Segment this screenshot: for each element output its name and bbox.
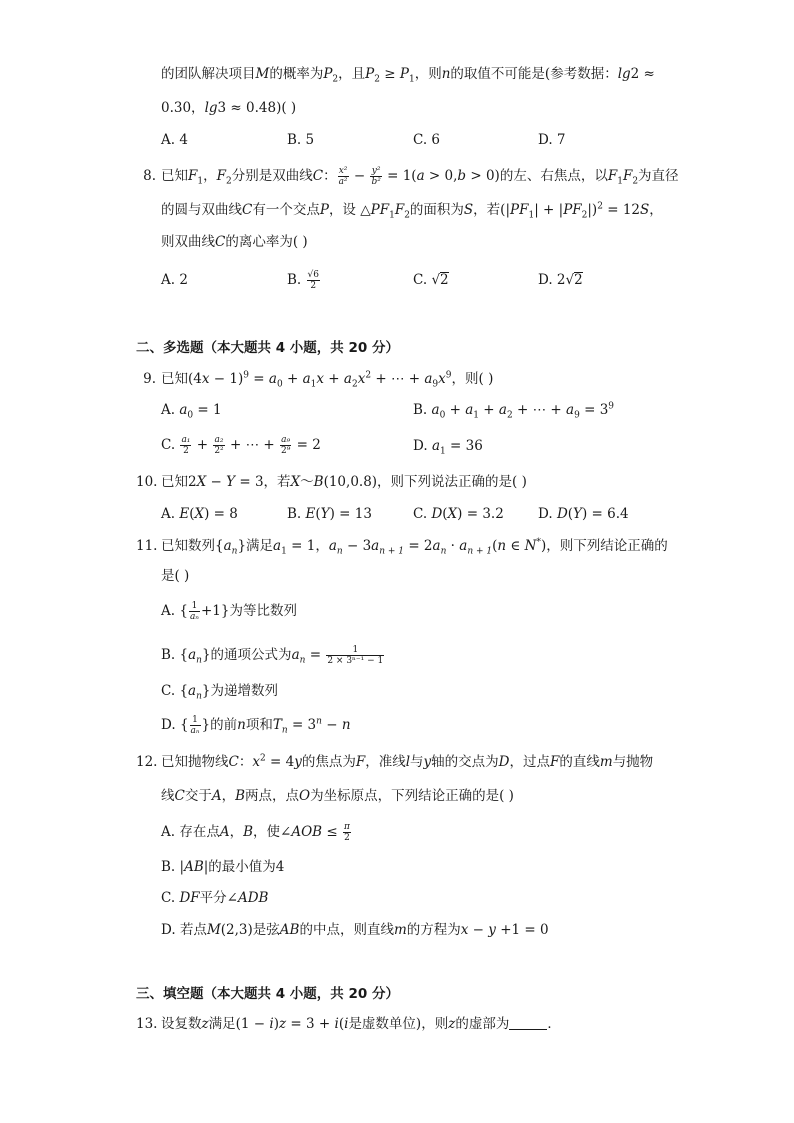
fraction: $\frac{\text{y²}}{\text{b²}}$: [371, 166, 381, 187]
sqrt-sign: √: [431, 272, 441, 288]
answer-blank[interactable]: [509, 1029, 547, 1030]
fraction: $\frac{\pi}{2}$: [343, 822, 350, 843]
q9-option-a: A. $a_0 = 1$: [161, 402, 222, 421]
fraction: $\frac{1}{\text{aₙ}}$: [189, 601, 199, 622]
q9-option-d: D. $a_1 = 36$: [413, 438, 483, 457]
q11-option-d: D. { $\frac{1}{\text{aₙ}}$ }的前n项和$T_n = 3^n - n$: [161, 715, 351, 736]
q8-line3: 则双曲线C的离心率为( ): [161, 234, 308, 250]
q10-option-c: C. D(X) = 3.2: [413, 506, 504, 522]
fraction: $\frac{1}{\text{aₙ}}$: [190, 715, 200, 736]
q12-line2: 线C交于A，B两点，点O为坐标原点，下列结论正确的是( ): [161, 788, 514, 804]
q7-line2: 0.30，lg3 ≈ 0.48)( ): [161, 100, 297, 116]
q11-option-a: A. { $\frac{1}{\text{aₙ}}$ +1}为等比数列: [161, 601, 297, 622]
q8-option-d: D. 2√2: [538, 272, 583, 288]
q7-line1: 的团队解决项目M的概率为$P_2$，且$P_2 \ge P_1$，则n的取值不可能是(参考数据：lg2 ≈: [161, 66, 655, 85]
q12-option-c: C. DF平分∠ADB: [161, 890, 269, 906]
section-3-title: 三、填空题（本大题共 4 小题，共 20 分）: [136, 986, 399, 1002]
q13-stem: 设复数z满足(1 − i)z = 3 + i(i是虚数单位)，则z的虚部为 ．: [161, 1016, 561, 1032]
q8-option-b: B. $\frac{√6}{2}$: [287, 270, 319, 291]
fraction: $\frac{1}{\text{2 × 3ⁿ⁻¹ − 1}}$: [327, 645, 384, 666]
q12-option-b: B. |AB|的最小值为4: [161, 859, 285, 875]
q10-option-d: D. D(Y) = 6.4: [538, 506, 629, 522]
q9-number: 9.: [143, 371, 156, 387]
q8-line1: 已知$F_1$，$F_2$分别是双曲线C： $\frac{\text{x²}}{\text{a²}}$ − $\frac{\text{y²}}{\text{b²}}$ = 1(a > 0,b > 0)的左、右焦点，以$F_1F_2$为直径: [161, 166, 679, 187]
q9-option-c: C. $\frac{\text{a₁}}{2}$ + $\frac{\text{a₂}}{\text{2²}}$ + ⋯ + $\frac{\text{a₉}}{\text{2⁹}}$ = 2: [161, 435, 321, 456]
q12-option-d: D. 若点M(2,3)是弦AB的中点，则直线m的方程为x − y +1 = 0: [161, 922, 549, 938]
q9-stem: 已知$(4x - 1)^9 = a_0 + a_1x + a_2x^2$ + ⋯ + $a_9x^9$，则( ): [161, 370, 494, 390]
q7-option-d: D. 7: [538, 132, 566, 148]
q13-number: 13.: [136, 1016, 158, 1032]
q8-option-c: C. √2: [413, 272, 449, 288]
q11-line1: 已知数列$\{a_n\}$满足$a_1 = 1$，$a_n - 3a_{n + 1} = 2a_n \cdot a_{n + 1}(n$ ∈ N*)，则下列结论正确的: [161, 537, 668, 557]
fraction: $\frac{\text{a₉}}{\text{2⁹}}$: [280, 435, 291, 456]
section-2-title: 二、多选题（本大题共 4 小题，共 20 分）: [136, 340, 399, 356]
q8-number: 8.: [143, 168, 156, 184]
q12-option-a: A. 存在点A，B，使∠AOB ≤ $\frac{\pi}{2}$: [161, 822, 350, 843]
q9-option-b: B. $a_0 + a_1 + a_2$ + ⋯ + $a_9 = 3^9$: [413, 401, 615, 421]
q11-number: 11.: [136, 538, 158, 554]
q10-number: 10.: [136, 474, 158, 490]
q10-option-b: B. E(Y) = 13: [287, 506, 372, 522]
q11-option-b: B. $\{a_n\}$的通项公式为$a_n$ = $\frac{1}{\text{2 × 3ⁿ⁻¹ − 1}}$: [161, 645, 384, 666]
fraction: $\frac{√6}{2}$: [307, 270, 319, 291]
q7-option-a: A. 4: [161, 132, 188, 148]
q8-option-a: A. 2: [161, 272, 188, 288]
q7-option-b: B. 5: [287, 132, 315, 148]
q12-number: 12.: [136, 754, 158, 770]
fraction: $\frac{\text{a₁}}{2}$: [181, 435, 191, 456]
q12-line1: 已知抛物线C：$x^2 = 4y$的焦点为F，准线l与y轴的交点为D，过点F的直线m与抛物: [161, 753, 654, 770]
sqrt-sign: √: [565, 272, 575, 288]
fraction: $\frac{\text{a₂}}{\text{2²}}$: [214, 435, 224, 456]
q7-option-c: C. 6: [413, 132, 441, 148]
q11-line2: 是( ): [161, 568, 190, 584]
q11-option-c: C. $\{a_n\}$为递增数列: [161, 683, 278, 702]
q10-option-a: A. E(X) = 8: [161, 506, 238, 522]
q10-stem: 已知2X − Y = 3，若X～B(10,0.8)，则下列说法正确的是( ): [161, 474, 527, 490]
fraction: $\frac{\text{x²}}{\text{a²}}$: [338, 166, 348, 187]
q8-line2: 的圆与双曲线C有一个交点P，设 $\triangle PF_1F_2$的面积为S，若$(|PF_1| + |PF_2|)^2 = 12S$，: [161, 201, 663, 221]
